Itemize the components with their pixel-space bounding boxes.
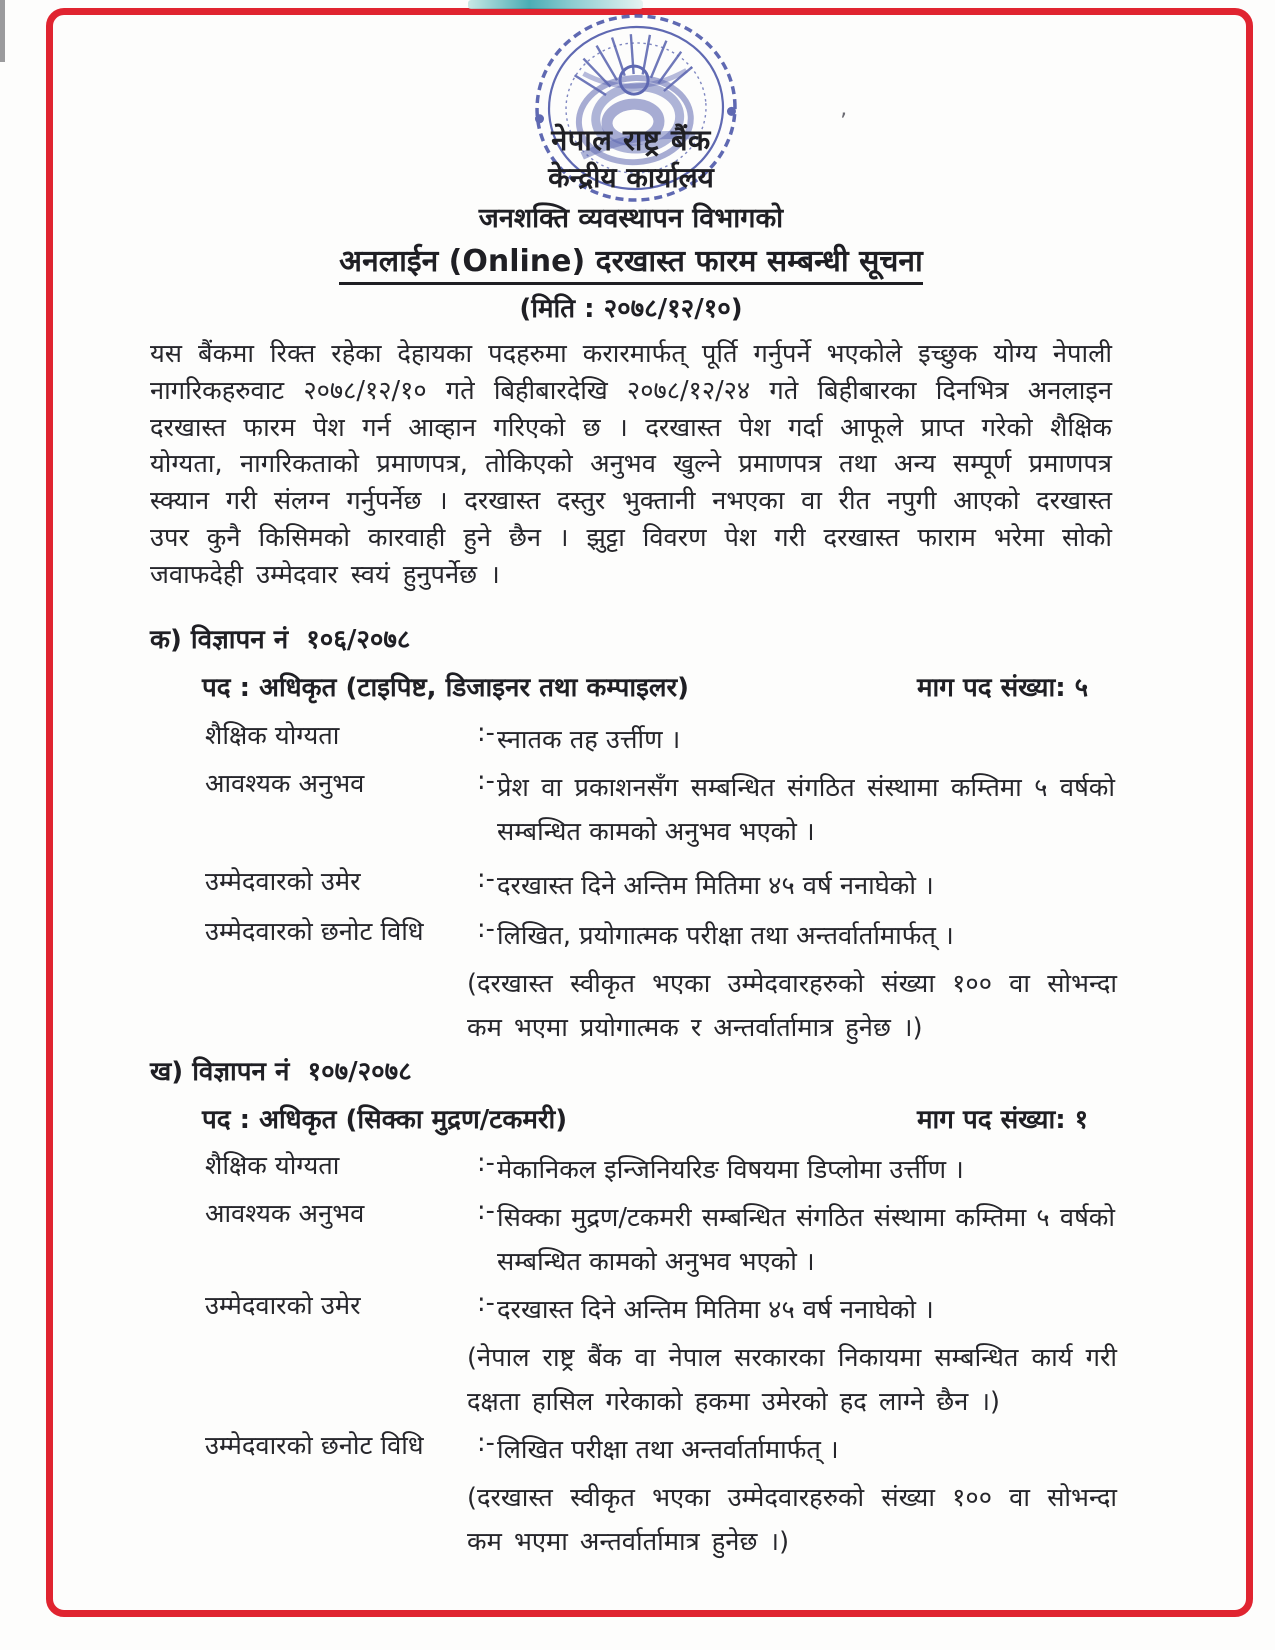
requirement-row <box>150 1148 1112 1192</box>
requirement-row <box>150 1196 1115 1284</box>
row-value: लिखित परीक्षा तथा अन्तर्वार्तामार्फत् । <box>497 1435 839 1465</box>
row-label: आवश्यक अनुभव <box>205 769 365 799</box>
section-ka-note: (दरखास्त स्वीकृत भएका उम्मेदवारहरुको संख्या १०० वा सोभन्दा कम भएमा प्रयोगात्मक र अन्तर्वार्तामात्र हुनेछ ।) <box>467 969 1117 1043</box>
row-label: उम्मेदवारको छनोट विधि <box>205 1431 424 1461</box>
row-label: उम्मेदवारको उमेर <box>205 867 361 897</box>
position-title: पद : अधिकृत (सिक्का मुद्रण/टकमरी) <box>202 1105 568 1135</box>
row-separator: :- <box>477 718 495 748</box>
scan-smudge-artifact <box>468 0 643 9</box>
row-value: मेकानिकल इन्जिनियरिङ विषयमा डिप्लोमा उर्त्तीण । <box>497 1155 964 1185</box>
section-kha-note: (दरखास्त स्वीकृत भएका उम्मेदवारहरुको संख्या १०० वा सोभन्दा कम भएमा अन्तर्वार्तामात्र हुनेछ ।) <box>467 1483 1117 1557</box>
row-separator: :- <box>477 1428 495 1458</box>
requirement-row <box>150 1288 1112 1332</box>
row-value: स्नातक तह उर्त्तीण । <box>497 725 681 755</box>
notice-title-text: अनलाईन (Online) दरखास्त फारम सम्बन्धी सूचना <box>339 244 923 285</box>
row-label: उम्मेदवारको उमेर <box>205 1291 361 1321</box>
row-separator: :- <box>477 1196 495 1226</box>
requirement-row <box>150 914 1112 958</box>
row-separator: :- <box>477 1288 495 1318</box>
requirement-row <box>150 1428 1112 1472</box>
row-value: दरखास्त दिने अन्तिम मितिमा ४५ वर्ष ननाघेको । <box>497 1295 934 1325</box>
row-label: शैक्षिक योग्यता <box>205 721 340 751</box>
bank-name: नेपाल राष्ट्र बैंक <box>551 123 711 157</box>
vacancy-count: माग पद संख्या: ५ <box>917 673 1089 703</box>
department-line: जनशक्ति व्यवस्थापन विभागको <box>478 203 784 234</box>
central-office-line: केन्द्रीय कार्यालय <box>548 161 714 194</box>
requirement-row <box>150 718 1112 762</box>
notice-date: (मिति : २०७८/१२/१०) <box>519 294 743 324</box>
position-title: पद : अधिकृत (टाइपिष्ट, डिजाइनर तथा कम्पाइलर) <box>202 673 690 703</box>
row-value: प्रेश वा प्रकाशनसँग सम्बन्धित संगठित संस्थामा कम्तिमा ५ वर्षको सम्बन्धित कामको अनुभव भएको । <box>497 773 1115 847</box>
row-value: सिक्का मुद्रण/टकमरी सम्बन्धित संगठित संस्थामा कम्तिमा ५ वर्षको सम्बन्धित कामको अनुभव भएको । <box>497 1203 1115 1277</box>
row-separator: :- <box>477 766 495 796</box>
row-separator: :- <box>477 864 495 894</box>
requirement-row <box>150 766 1115 854</box>
requirement-row <box>150 864 1112 908</box>
section-kha-heading: ख) विज्ञापन नं १०७/२०७८ <box>150 1057 412 1087</box>
row-label: आवश्यक अनुभव <box>205 1199 365 1229</box>
row-value: लिखित, प्रयोगात्मक परीक्षा तथा अन्तर्वार्तामार्फत् । <box>497 921 954 951</box>
section-kha-age-note: (नेपाल राष्ट्र बैंक वा नेपाल सरकारका निकायमा सम्बन्धित कार्य गरी दक्षता हासिल गरेकाको हकमा उमेरको हद लाग्ने छैन ।) <box>467 1343 1117 1417</box>
scan-edge-artifact <box>0 0 5 62</box>
stray-mark-artifact: ’ <box>840 110 847 135</box>
row-label: उम्मेदवारको छनोट विधि <box>205 917 424 947</box>
row-value: दरखास्त दिने अन्तिम मितिमा ४५ वर्ष ननाघेको । <box>497 871 934 901</box>
row-separator: :- <box>477 914 495 944</box>
row-label: शैक्षिक योग्यता <box>205 1151 340 1181</box>
notice-title <box>150 239 1112 280</box>
intro-paragraph: यस बैंकमा रिक्त रहेका देहायका पदहरुमा करारमार्फत् पूर्ति गर्नुपर्ने भएकोले इच्छुक योग्य नेपाली नागरिकहरुवाट २०७८/१२/१० गते बिहीबारदेखि २०७८/१२/२४ गते बिहीबारका दिनभित्र अनलाइन दरखास्त फारम पेश गर्न आव्हान गरिएको छ । दरखास्त पेश गर्दा आफूले प्राप्त गरेको शैक्षिक योग्यता, नागरिकताको प्रमाणपत्र, तोकिएको अनुभव खुल्ने प्रमाणपत्र तथा अन्य सम्पूर्ण प्रमाणपत्र स्क्यान गरी संलग्न गर्नुपर्नेछ । दरखास्त दस्तुर भुक्तानी नभएका वा रीत नपुगी आएको दरखास्त उपर कुनै किसिमको कारवाही हुने छैन । झुट्टा विवरण पेश गरी दरखास्त फाराम भरेमा सोको जवाफदेही उम्मेदवार स्वयं हुनुपर्नेछ । <box>150 339 1126 590</box>
vacancy-count: माग पद संख्या: १ <box>917 1105 1089 1135</box>
row-separator: :- <box>477 1148 495 1178</box>
section-ka-heading: क) विज्ञापन नं १०६/२०७८ <box>150 625 411 655</box>
